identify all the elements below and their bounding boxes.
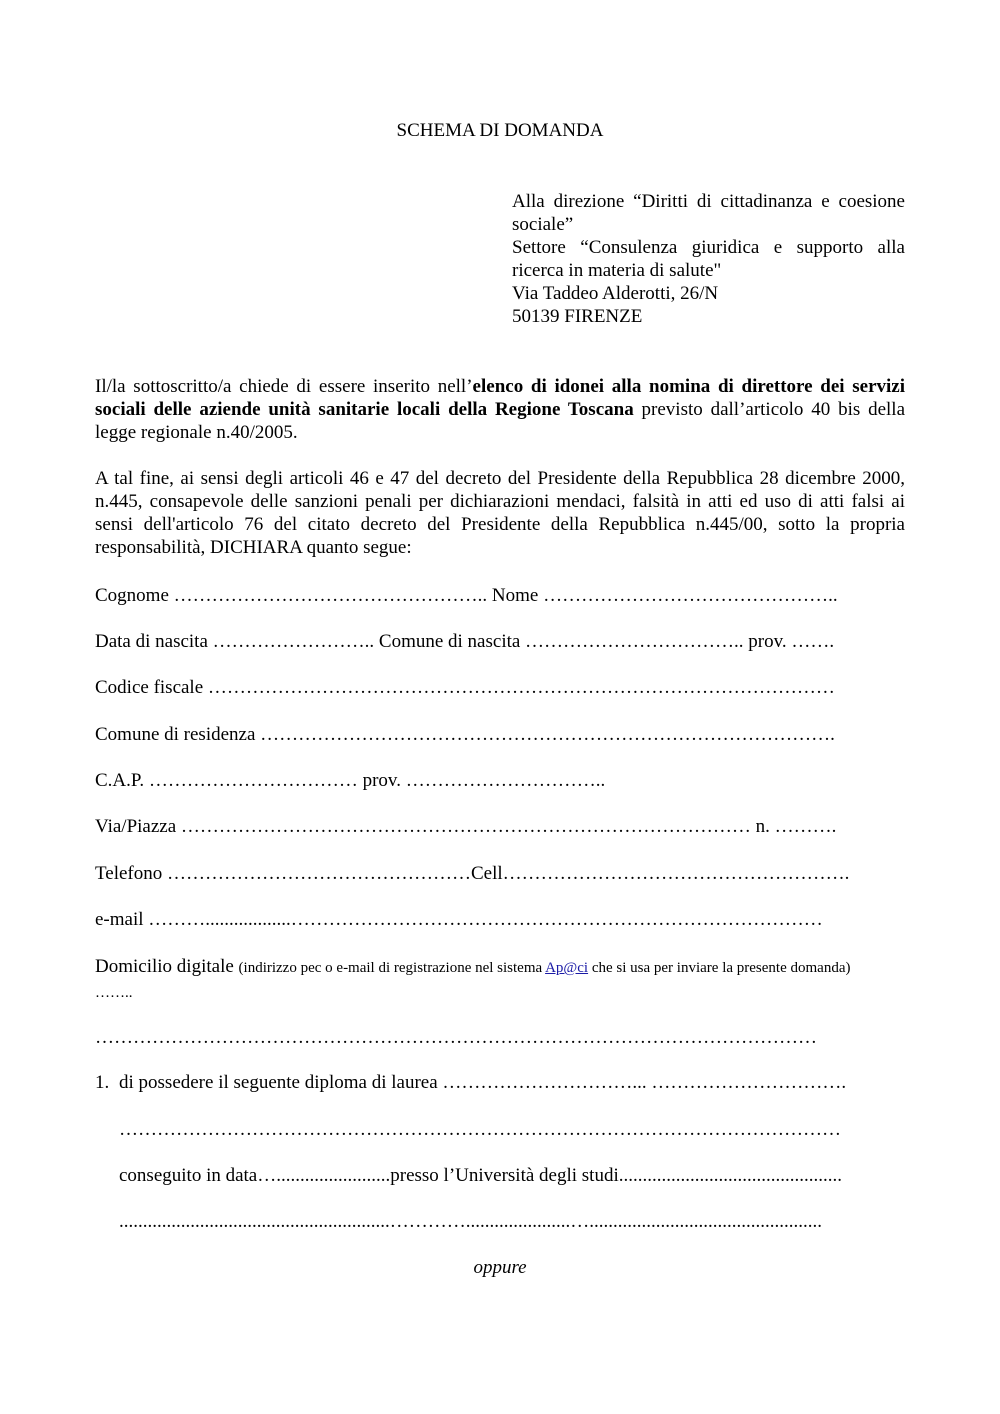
page-title: SCHEMA DI DOMANDA [396, 120, 604, 141]
declaration-paragraph: A tal fine, ai sensi degli articoli 46 e 47 del decreto del Presidente della Repubblica 28 dicembre 2000, n.445, consapevole delle sanzioni penali per dichiarazioni mendaci, falsità in atti ed uso di atti falsi ai sensi dell'articolo 76 del citato decreto del Presidente della Repubblica n.445/00, sotto la propria responsabilità, DICHIARA quanto segue: [95, 468, 905, 558]
residenza-field[interactable]: Comune di residenza ………………………………………………………………………………. [95, 724, 835, 745]
oppure-label: oppure [473, 1257, 527, 1278]
domicilio-digitale [95, 955, 905, 1005]
domicilio-field[interactable]: …………………………………………………………………………………………………… [95, 1027, 817, 1048]
address-line: ricerca in materia di salute" [512, 260, 722, 281]
domicilio-label: Domicilio digitale [95, 956, 234, 977]
telefono-field[interactable]: Telefono …………………………………………Cell………………………………………………. [95, 863, 850, 884]
laurea-field[interactable]: di possedere il seguente diploma di laurea …………………………... …………………………. [119, 1072, 847, 1093]
domicilio-dots: …….. [95, 985, 133, 1001]
universita-line[interactable]: .........................................................…………......................…................................................. [119, 1211, 822, 1232]
request-intro: Il/la sottoscritto/a chiede di essere inserito nell’ [95, 376, 473, 397]
request-bold-text: elenco di idonei alla nomina di direttore dei servizi sociali delle aziende unità sanitarie locali della Regione Toscana [95, 376, 905, 420]
conseguito-field[interactable]: conseguito in data…........................presso l’Università degli studi............................................... [119, 1165, 842, 1186]
apaci-link[interactable]: Ap@ci [545, 960, 589, 976]
address-line: Via Taddeo Alderotti, 26/N [512, 283, 719, 304]
email-field[interactable]: e-mail ………..................………………………………………………………………………… [95, 909, 823, 930]
address-line: Settore “Consulenza giuridica e supporto alla [512, 237, 905, 258]
request-tail: previsto dall’articolo 40 bis della legge regionale n.40/2005. [95, 399, 906, 443]
laurea-line[interactable]: …………………………………………………………………………………………………… [119, 1119, 841, 1140]
codice-fiscale-field[interactable]: Codice fiscale ……………………………………………………………………………………… [95, 677, 835, 698]
via-field[interactable]: Via/Piazza ……………………………………………………………………………… n. ………. [95, 816, 837, 837]
item-number: 1. [95, 1072, 110, 1093]
birth-field[interactable]: Data di nascita …………………….. Comune di nascita …………………………….. prov. ……. [95, 631, 835, 652]
domicilio-note-before: (indirizzo pec o e-mail di registrazione nel sistema [238, 960, 546, 976]
address-line: Alla direzione “Diritti di cittadinanza e coesione [512, 191, 905, 212]
cap-field[interactable]: C.A.P. …………………………… prov. ………………………….. [95, 770, 606, 791]
address-line: 50139 FIRENZE [512, 306, 643, 327]
request-paragraph [95, 375, 905, 444]
domicilio-note-after: che si usa per inviare la presente domanda) [588, 960, 851, 976]
cognome-nome-field[interactable]: Cognome ………………………………………….. Nome ……………………………………….. [95, 585, 838, 606]
recipient-address [512, 190, 905, 328]
domicilio-note [239, 960, 851, 976]
address-line: sociale” [512, 214, 574, 235]
